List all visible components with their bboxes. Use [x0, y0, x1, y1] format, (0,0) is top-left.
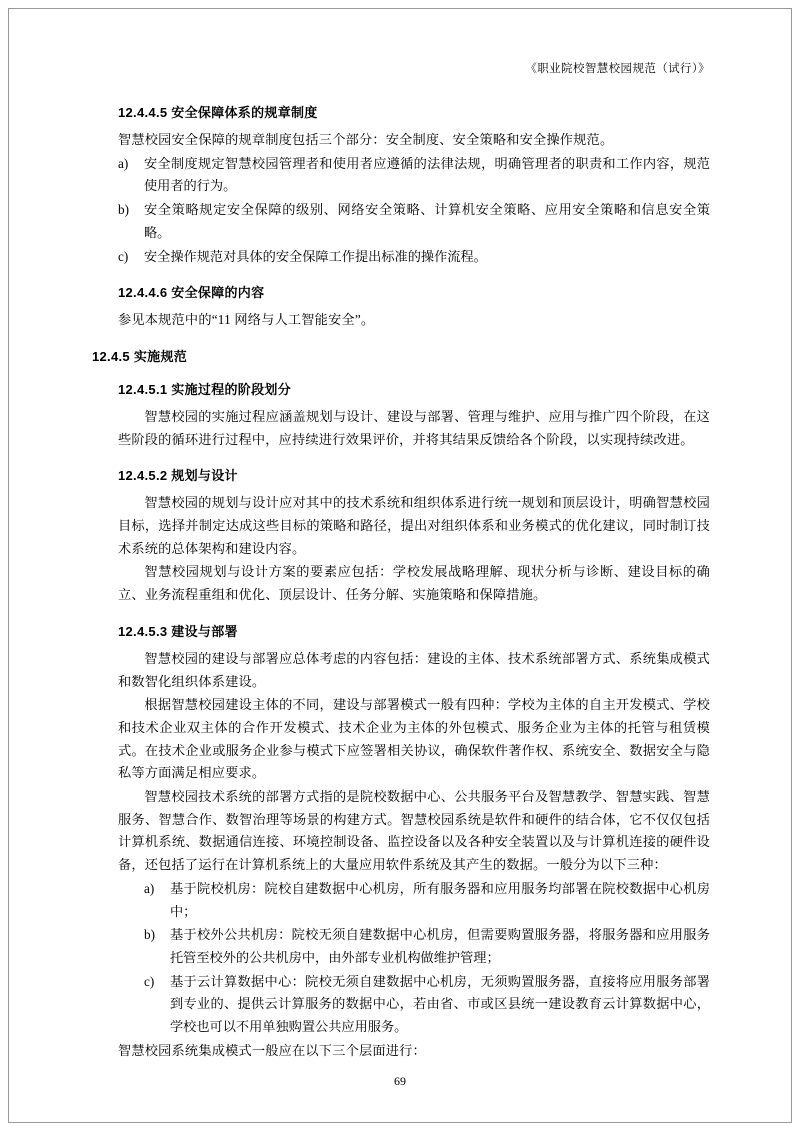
- list-item-text: 基于校外公共机房：院校无须自建数据中心机房，但需要购置服务器，将服务器和应用服务托管至校外的公共机房中，由外部专业机构做维护管理；: [170, 927, 710, 965]
- list-item: [144, 924, 710, 969]
- page-content: [92, 60, 710, 1064]
- running-header: 《职业院校智慧校园规范（试行）》: [525, 63, 710, 75]
- list-marker: c): [118, 248, 129, 264]
- paragraph-build-deploy-3: 智慧校园技术系统的部署方式指的是院校数据中心、公共服务平台及智慧教学、智慧实践、智慧服务、智慧合作、数智治理等场景的构建方式。智慧校园系统是软件和硬件的结合体，它不仅仅包括计算机系统、数据通信连接、环境控制设备、监控设备以及各种安全装置以及与计算机连接的硬件设备，还包括了运行在计算机系统上的大量应用软件系统及其产生的数据。一般分为以下三种：: [118, 789, 710, 873]
- list-marker: b): [144, 927, 155, 943]
- paragraph-build-deploy-1: 智慧校园的建设与部署应总体考虑的内容包括：建设的主体、技术系统部署方式、系统集成模式和数智化组织体系建设。: [118, 650, 710, 689]
- paragraph-security-content-ref: 参见本规范中的“11 网络与人工智能安全”。: [118, 312, 375, 328]
- heading-12-4-5-3: 12.4.5.3 建设与部署: [118, 623, 238, 639]
- list-item-text: 安全制度规定智慧校园管理者和使用者应遵循的法律法规，明确管理者的职责和工作内容，规范使用者的行为。: [144, 155, 710, 194]
- list-item-text: 安全策略规定安全保障的级别、网络安全策略、计算机安全策略、应用安全策略和信息安全策略。: [144, 202, 710, 240]
- heading-12-4-4-5: 12.4.4.5 安全保障体系的规章制度: [118, 105, 318, 120]
- page-number: 69: [394, 1074, 406, 1088]
- paragraph-integration-modes: 智慧校园系统集成模式一般应在以下三个层面进行：: [118, 1042, 426, 1058]
- list-item: [144, 878, 710, 923]
- paragraph-implementation-phases: 智慧校园的实施过程应涵盖规划与设计、建设与部署、管理与维护、应用与推广四个阶段，在这些阶段的循环进行过程中，应持续进行效果评价，并将其结果反馈给各个阶段，以实现持续改进。: [118, 408, 710, 447]
- list-item-text: 基于云计算数据中心：院校无须自建数据中心机房，无须购置服务器，直接将应用服务部署到专业的、提供云计算服务的数据中心，若由省、市或区县统一建设教育云计算数据中心，学校也可以不用单独购置公共应用服务。: [170, 973, 710, 1035]
- heading-12-4-5-1: 12.4.5.1 实施过程的阶段划分: [118, 381, 291, 397]
- list-marker: b): [118, 202, 129, 218]
- heading-12-4-4-6: 12.4.4.6 安全保障的内容: [118, 285, 265, 301]
- list-item: [118, 246, 710, 269]
- paragraph-build-deploy-2: 根据智慧校园建设主体的不同，建设与部署模式一般有四种：学校为主体的自主开发模式、学校和技术企业双主体的合作开发模式、技术企业为主体的外包模式、服务企业为主体的托管与租赁模式。在技术企业或服务企业参与模式下应签署相关协议，确保软件著作权、系统安全、数据安全与隐私等方面满足相应要求。: [118, 697, 710, 781]
- heading-12-4-5-2: 12.4.5.2 规划与设计: [118, 468, 238, 484]
- list-marker: c): [144, 973, 155, 989]
- list-deployment-modes: [144, 878, 710, 1039]
- heading-12-4-5: 12.4.5 实施规范: [92, 348, 188, 364]
- list-marker: a): [144, 880, 155, 896]
- paragraph-planning-design-2: 智慧校园规划与设计方案的要素应包括：学校发展战略理解、现状分析与诊断、建设目标的确立、业务流程重组和优化、顶层设计、任务分解、实施策略和保障措施。: [118, 564, 710, 603]
- list-item: [144, 971, 710, 1039]
- list-item-text: 基于院校机房：院校自建数据中心机房，所有服务器和应用服务均部署在院校数据中心机房中；: [170, 880, 710, 919]
- paragraph-planning-design-1: 智慧校园的规划与设计应对其中的技术系统和组织体系进行统一规划和顶层设计，明确智慧校园目标，选择并制定达成这些目标的策略和路径，提出对组织体系和业务模式的优化建议，同时制订技术系统的总体架构和建设内容。: [118, 495, 710, 556]
- list-item: [118, 199, 710, 244]
- list-item-text: 安全操作规范对具体的安全保障工作提出标准的操作流程。: [144, 248, 487, 264]
- list-item: [118, 153, 710, 198]
- paragraph-security-rules-intro: 智慧校园安全保障的规章制度包括三个部分：安全制度、安全策略和安全操作规范。: [118, 132, 614, 147]
- list-marker: a): [118, 155, 129, 171]
- list-security-rules: [118, 153, 710, 269]
